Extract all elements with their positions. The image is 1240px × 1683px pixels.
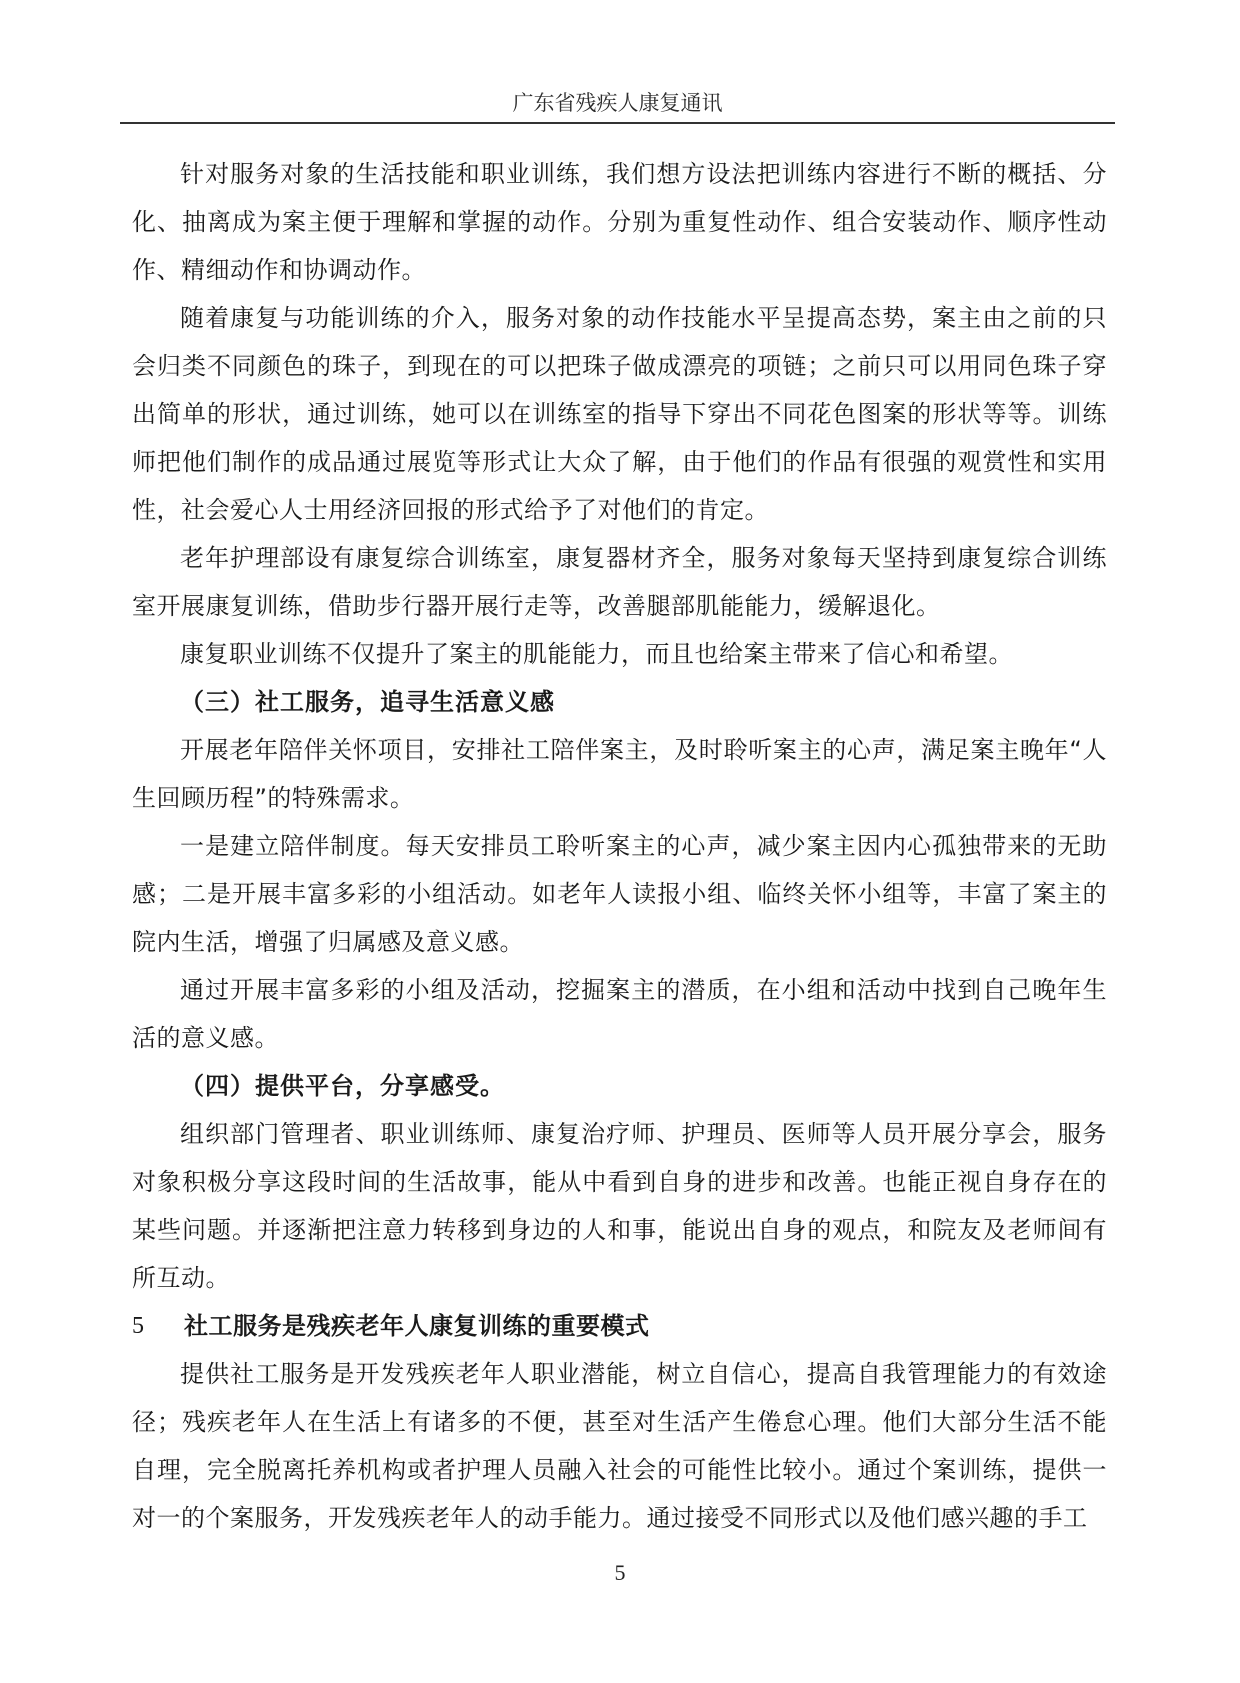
body-text: [132, 150, 1107, 1542]
paragraph: 一是建立陪伴制度。每天安排员工聆听案主的心声，减少案主因内心孤独带来的无助感；二是开展丰富多彩的小组活动。如老年人读报小组、临终关怀小组等，丰富了案主的院内生活，增强了归属感及意义感。: [132, 832, 1107, 956]
section-number: 5: [132, 1313, 145, 1339]
paragraph: 康复职业训练不仅提升了案主的肌能能力，而且也给案主带来了信心和希望。: [180, 640, 1013, 668]
paragraph: 针对服务对象的生活技能和职业训练，我们想方设法把训练内容进行不断的概括、分化、抽离成为案主便于理解和掌握的动作。分别为重复性动作、组合安装动作、顺序性动作、精细动作和协调动作。: [132, 160, 1107, 284]
paragraph: 组织部门管理者、职业训练师、康复治疗师、护理员、医师等人员开展分享会，服务对象积极分享这段时间的生活故事，能从中看到自身的进步和改善。也能正视自身存在的某些问题。并逐渐把注意力转移到身边的人和事，能说出自身的观点，和院友及老师间有所互动。: [132, 1120, 1107, 1292]
section-heading-5: [132, 1302, 1107, 1350]
paragraph: 老年护理部设有康复综合训练室，康复器材齐全，服务对象每天坚持到康复综合训练室开展康复训练，借助步行器开展行走等，改善腿部肌能能力，缓解退化。: [132, 544, 1107, 620]
running-header: 广东省残疾人康复通讯: [512, 91, 723, 115]
page-number: 5: [614, 1560, 626, 1585]
subheading-4: （四）提供平台，分享感受。: [180, 1072, 505, 1100]
paragraph: 随着康复与功能训练的介入，服务对象的动作技能水平呈提高态势，案主由之前的只会归类不同颜色的珠子，到现在的可以把珠子做成漂亮的项链；之前只可以用同色珠子穿出简单的形状，通过训练，她可以在训练室的指导下穿出不同花色图案的形状等等。训练师把他们制作的成品通过展览等形式让大众了解，由于他们的作品有很强的观赏性和实用性，社会爱心人士用经济回报的形式给予了对他们的肯定。: [132, 304, 1107, 524]
subheading-3: （三）社工服务，追寻生活意义感: [180, 688, 555, 716]
paragraph: 通过开展丰富多彩的小组及活动，挖掘案主的潜质，在小组和活动中找到自己晚年生活的意义感。: [132, 976, 1107, 1052]
paragraph: 开展老年陪伴关怀项目，安排社工陪伴案主，及时聆听案主的心声，满足案主晚年“人生回顾历程”的特殊需求。: [132, 736, 1107, 812]
paragraph: 提供社工服务是开发残疾老年人职业潜能，树立自信心，提高自我管理能力的有效途径；残疾老年人在生活上有诸多的不便，甚至对生活产生倦怠心理。他们大部分生活不能自理，完全脱离托养机构或者护理人员融入社会的可能性比较小。通过个案训练，提供一对一的个案服务，开发残疾老年人的动手能力。通过接受不同形式以及他们感兴趣的手工: [132, 1360, 1107, 1532]
header-rule: [120, 122, 1115, 124]
section-title: 社工服务是残疾老年人康复训练的重要模式: [184, 1312, 650, 1340]
